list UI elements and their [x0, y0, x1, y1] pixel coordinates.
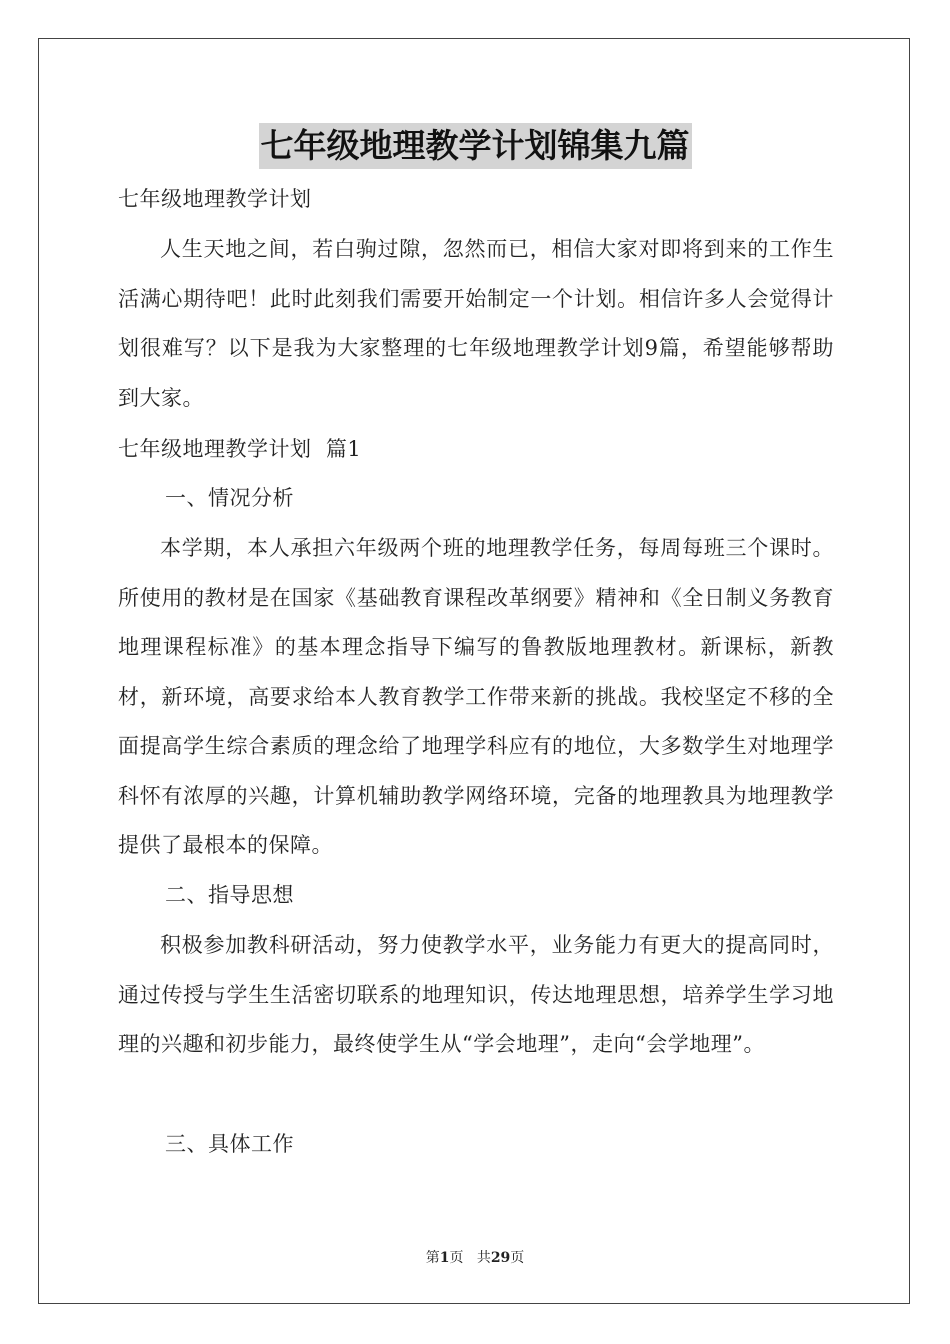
page-number: 1 [439, 1250, 450, 1266]
total-prefix: 共 [476, 1250, 491, 1266]
title-container [0, 123, 950, 169]
total-suffix: 页 [510, 1250, 525, 1266]
paragraph-guiding-ideology: 积极参加教科研活动，努力使教学水平，业务能力有更大的提高同时，通过传授与学生生活密切联系的地理知识，传达地理思想，培养学生学习地理的兴趣和初步能力，最终使学生从“学会地理”，走向“会学地理”。 [118, 933, 834, 1056]
heading-guiding-ideology: 二、指导思想 [165, 883, 294, 907]
section-heading: 七年级地理教学计划 篇1 [118, 437, 362, 461]
paragraph-situation-analysis: 本学期，本人承担六年级两个班的地理教学任务，每周每班三个课时。所使用的教材是在国家《基础教育课程改革纲要》精神和《全日制义务教育地理课程标准》的基本理念指导下编写的鲁教版地理教材。新课标，新教材，新环境，高要求给本人教育教学工作带来新的挑战。我校坚定不移的全面提高学生综合素质的理念给了地理学科应有的地位，大多数学生对地理学科怀有浓厚的兴趣，计算机辅助教学网络环境，完备的地理教具为地理教学提供了最根本的保障。 [118, 536, 834, 857]
page-prefix: 第 [425, 1250, 440, 1266]
page-footer [0, 1247, 950, 1267]
heading-specific-work: 三、具体工作 [165, 1132, 294, 1156]
document-title: 七年级地理教学计划锦集九篇 [259, 123, 692, 169]
heading-situation-analysis: 一、情况分析 [165, 486, 294, 510]
page-suffix: 页 [449, 1250, 464, 1266]
total-pages: 29 [490, 1250, 511, 1266]
intro-paragraph: 人生天地之间，若白驹过隙，忽然而已，相信大家对即将到来的工作生活满心期待吧！此时此刻我们需要开始制定一个计划。相信许多人会觉得计划很难写？以下是我为大家整理的七年级地理教学计划9篇，希望能够帮助到大家。 [118, 237, 834, 410]
document-subtitle: 七年级地理教学计划 [118, 187, 312, 211]
